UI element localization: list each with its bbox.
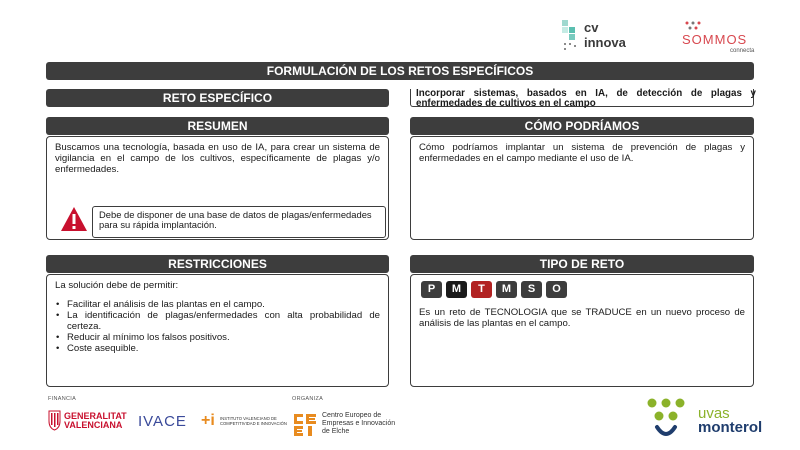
restricciones-header: RESTRICCIONES [46, 255, 389, 273]
list-item: • Facilitar el análisis de las plantas en el campo. [67, 299, 380, 310]
restricciones-intro: La solución debe de permitir: [55, 280, 179, 291]
list-item: • Coste asequible. [67, 343, 380, 354]
sommos-logo [678, 20, 758, 56]
ceei-line1: Centro Europeo de [322, 412, 382, 419]
ivace-plus-icon: +i [201, 412, 215, 429]
sommos-subtext: connecta [730, 48, 755, 54]
restricciones-list [55, 299, 380, 354]
sommos-text: SOMMOS [682, 32, 748, 47]
tipo-letter-o: O [546, 281, 567, 298]
tipo-letter-m: M [446, 281, 467, 298]
como-podriamos-header: CÓMO PODRÍAMOS [410, 117, 754, 135]
organiza-label: ORGANIZA [292, 396, 324, 402]
ceei-line2: Empresas e Innovación [322, 420, 396, 427]
tipo-reto-header: TIPO DE RETO [410, 255, 754, 273]
financia-label: FINANCIA [48, 396, 77, 402]
tipo-letter-m2: M [496, 281, 517, 298]
generalitat-text [64, 412, 127, 430]
resumen-header: RESUMEN [46, 117, 389, 135]
cv-innova-text: cv innova [584, 20, 626, 50]
como-podriamos-box [410, 136, 754, 240]
gv-line2: VALENCIANA [64, 420, 123, 430]
ceei-text [322, 412, 395, 436]
warning-note: Debe de disponer de una base de datos de plagas/enfermedades para su rápida implantación. [92, 206, 386, 238]
warning-icon [60, 206, 88, 232]
ceei-mark-icon [292, 412, 318, 438]
reto-especifico-text: Incorporar sistemas, basados en IA, de detección de plagas y enfermedades de cultivos en el campo [416, 88, 756, 109]
monterol-text: monterol [698, 419, 763, 436]
cv-innova-mark-icon [560, 18, 582, 52]
uvas-text: uvas [698, 405, 730, 422]
grape-cluster-icon [644, 395, 688, 443]
list-item: • Reducir al mínimo los falsos positivos. [67, 332, 380, 343]
sommos-dots-icon [684, 20, 708, 32]
ceei-line3: de Elche [322, 428, 350, 435]
uvas-monterol-logo [640, 395, 763, 445]
gv-line1: GENERALITAT [64, 411, 127, 421]
tipo-reto-text: Es un reto de TECNOLOGIA que se TRADUCE en un nuevo proceso de análisis de las plantas en el campo. [419, 307, 745, 329]
page-title: FORMULACIÓN DE LOS RETOS ESPECÍFICOS [46, 62, 754, 80]
generalitat-valenciana-logo [48, 405, 128, 435]
como-podriamos-text: Cómo podríamos implantar un sistema de prevención de plagas y enfermedades en el campo mediante el uso de IA. [419, 142, 745, 164]
tipo-letter-p: P [421, 281, 442, 298]
resumen-text: Buscamos una tecnología, basada en uso de IA, para crear un sistema de vigilancia en el campo de los cultivos, específicamente de plagas y/o enfermedades. [55, 142, 380, 175]
ceei-logo [292, 410, 412, 440]
reto-especifico-header: RETO ESPECÍFICO [46, 89, 389, 107]
restricciones-box [46, 274, 389, 387]
tipo-letter-s: S [521, 281, 542, 298]
ivace-subtext: INSTITUTO VALENCIANO DE COMPETITIVIDAD E INNOVACIÓN [220, 416, 287, 426]
tipo-letter-t-selected: T [471, 281, 492, 298]
tipo-reto-letters [421, 281, 567, 298]
generalitat-shield-icon [48, 409, 61, 431]
ivace-text: IVACE [138, 413, 187, 430]
list-item: • La identificación de plagas/enfermedades con alta probabilidad de certeza. [67, 310, 380, 332]
cv-innova-logo [560, 18, 640, 54]
